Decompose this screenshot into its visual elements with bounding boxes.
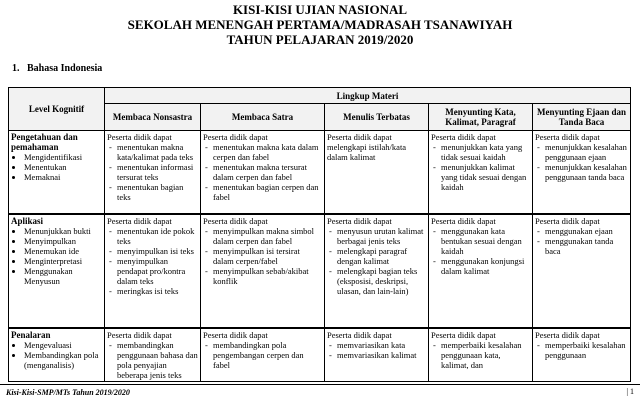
level-cell [9, 328, 105, 382]
content-cell [201, 214, 325, 328]
cell-intro: Peserta didik dapat [535, 216, 600, 226]
list-item: - menyimpulkan pendapat pro/kontra dalam teks [117, 256, 198, 286]
level-bullets [11, 152, 102, 182]
cell-items [107, 340, 198, 380]
list-item: • Menentukan [24, 162, 102, 172]
cell-intro: Peserta didik dapat [327, 216, 392, 226]
level-title: Pengetahuan dan pemahaman [11, 132, 78, 152]
list-item: - menyimpulkan isi teks [117, 246, 198, 256]
cell-items [203, 340, 322, 370]
content-cell [429, 131, 533, 215]
content-cell [533, 131, 631, 215]
list-item: • Membandingkan pola (menganalisis) [24, 350, 102, 370]
header-line-2: SEKOLAH MENENGAH PERTAMA/MADRASAH TSANAWIYAH [127, 17, 513, 32]
cell-items [535, 226, 628, 256]
col-header: Menulis Terbatas [325, 104, 429, 131]
list-item: • Menggunakan Menyusun [24, 266, 102, 286]
cell-intro: Peserta didik dapat [203, 330, 268, 340]
cell-items [431, 142, 530, 192]
list-item: - memvariasikan kata [337, 340, 426, 350]
content-cell [533, 328, 631, 382]
cell-items [431, 226, 530, 276]
list-item: • Memaknai [24, 172, 102, 182]
content-cell [325, 214, 429, 328]
section-number: 1. [12, 63, 20, 74]
cell-intro: Peserta didik dapat [107, 216, 172, 226]
list-item: • Menginterpretasi [24, 256, 102, 266]
cell-intro: Peserta didik dapat [203, 132, 268, 142]
cell-intro: Peserta didik dapat [203, 216, 268, 226]
cell-items [431, 340, 530, 370]
list-item: - memperbaiki kesalahan penggunaan kata, kalimat, dan [441, 340, 530, 370]
level-bullets [11, 226, 102, 286]
cell-intro: Peserta didik dapat [327, 330, 392, 340]
col-header: Menyunting Ejaan dan Tanda Baca [533, 104, 631, 131]
cell-items [327, 226, 426, 296]
level-header: Level Kognitif [9, 88, 105, 131]
content-cell [201, 131, 325, 215]
kisi-kisi-table [8, 87, 631, 382]
content-cell [533, 214, 631, 328]
cell-intro: Peserta didik dapat [431, 330, 496, 340]
list-item: - menentukan bagian teks [117, 182, 198, 202]
list-item: - menggunakan kata bentukan sesuai dengan kaidah [441, 226, 530, 256]
list-item: - menyimpulkan makna simbol dalam cerpen dan fabel [213, 226, 322, 246]
list-item: - memvariasikan kalimat [337, 350, 426, 360]
list-item: - melengkapi bagian teks (eksposisi, deskripsi, ulasan, dan lain-lain) [337, 266, 426, 296]
cell-intro: Peserta didik dapat [535, 330, 600, 340]
table-row [9, 131, 631, 215]
list-item: - membandingkan pola pengembangan cerpen dan fabel [213, 340, 322, 370]
cell-items [327, 340, 426, 360]
list-item: - menentukan informasi tersurat teks [117, 162, 198, 182]
content-cell [105, 131, 201, 215]
content-cell [105, 214, 201, 328]
list-item: • Mengidentifikasi [24, 152, 102, 162]
level-bullets [11, 340, 102, 370]
cell-intro: Peserta didik dapat [431, 216, 496, 226]
content-cell [325, 328, 429, 382]
level-cell [9, 214, 105, 328]
content-cell [429, 328, 533, 382]
list-item: • Mengevaluasi [24, 340, 102, 350]
list-item: • Menunjukkan bukti [24, 226, 102, 236]
cell-intro: Peserta didik dapat [535, 132, 600, 142]
list-item: - membandingkan penggunaan bahasa dan pola penyajian beberapa jenis teks [117, 340, 198, 380]
content-cell [325, 131, 429, 215]
list-item: - menunjukkan kata yang tidak sesuai kaidah [441, 142, 530, 162]
list-item: - menyimpulkan isi tersirat dalam cerpen/fabel [213, 246, 322, 266]
col-header: Membaca Nonsastra [105, 104, 201, 131]
cell-items [107, 142, 198, 202]
cell-items [203, 142, 322, 202]
list-item: - menentukan makna kata/kalimat pada teks [117, 142, 198, 162]
content-cell [429, 214, 533, 328]
list-item: • Menyimpulkan [24, 236, 102, 246]
list-item: - menyusun urutan kalimat berbagai jenis teks [337, 226, 426, 246]
level-title: Aplikasi [11, 216, 44, 226]
footer-title: Kisi-Kisi-SMP/MTs Tahun 2019/2020 [6, 388, 130, 397]
content-cell [105, 328, 201, 382]
footer-divider [0, 384, 640, 385]
list-item: - melengkapi paragraf dengan kalimat [337, 246, 426, 266]
list-item: - menentukan ide pokok teks [117, 226, 198, 246]
cell-intro: Peserta didik dapat [107, 132, 172, 142]
list-item: - menunjukkan kalimat yang tidak sesuai dengan kaidah [441, 162, 530, 192]
list-item: - memperbaiki kesalahan penggunaan [545, 340, 628, 360]
cell-items [107, 226, 198, 296]
scope-header: Lingkup Materi [105, 88, 631, 104]
section-heading [12, 63, 102, 74]
section-title: Bahasa Indonesia [27, 63, 103, 74]
cell-items [535, 340, 628, 360]
header-line-3: TAHUN PELAJARAN 2019/2020 [226, 32, 414, 47]
list-item: - menunjukkan kesalahan penggunaan tanda baca [545, 162, 628, 182]
level-title: Penalaran [11, 330, 51, 340]
page-number: | 1 [626, 387, 634, 396]
list-item: - menentukan makna kata dalam cerpen dan fabel [213, 142, 322, 162]
header-line-1: KISI-KISI UJIAN NASIONAL [232, 2, 408, 17]
list-item: - menyimpulkan sebab/akibat konflik [213, 266, 322, 286]
cell-intro: Peserta didik dapat melengkapi istilah/kata dalam kalimat [327, 132, 407, 162]
list-item: - menunjukkan kesalahan penggunaan ejaan [545, 142, 628, 162]
list-item: - menggunakan konjungsi dalam kalimat [441, 256, 530, 276]
table-row [9, 328, 631, 382]
content-cell [201, 328, 325, 382]
col-header: Menyunting Kata, Kalimat, Paragraf [429, 104, 533, 131]
list-item: - menggunakan tanda baca [545, 236, 628, 256]
list-item: • Menemukan ide [24, 246, 102, 256]
list-item: - menggunakan ejaan [545, 226, 628, 236]
list-item: - meringkas isi teks [117, 286, 198, 296]
cell-intro: Peserta didik dapat [431, 132, 496, 142]
table-body [9, 131, 631, 382]
cell-intro: Peserta didik dapat [107, 330, 172, 340]
cell-items [535, 142, 628, 182]
level-cell [9, 131, 105, 215]
col-header: Membaca Satra [201, 104, 325, 131]
cell-items [203, 226, 322, 286]
list-item: - menentukan makna tersurat dalam cerpen dan fabel [213, 162, 322, 182]
list-item: - menentukan bagian cerpen dan fabel [213, 182, 322, 202]
table-row [9, 214, 631, 328]
